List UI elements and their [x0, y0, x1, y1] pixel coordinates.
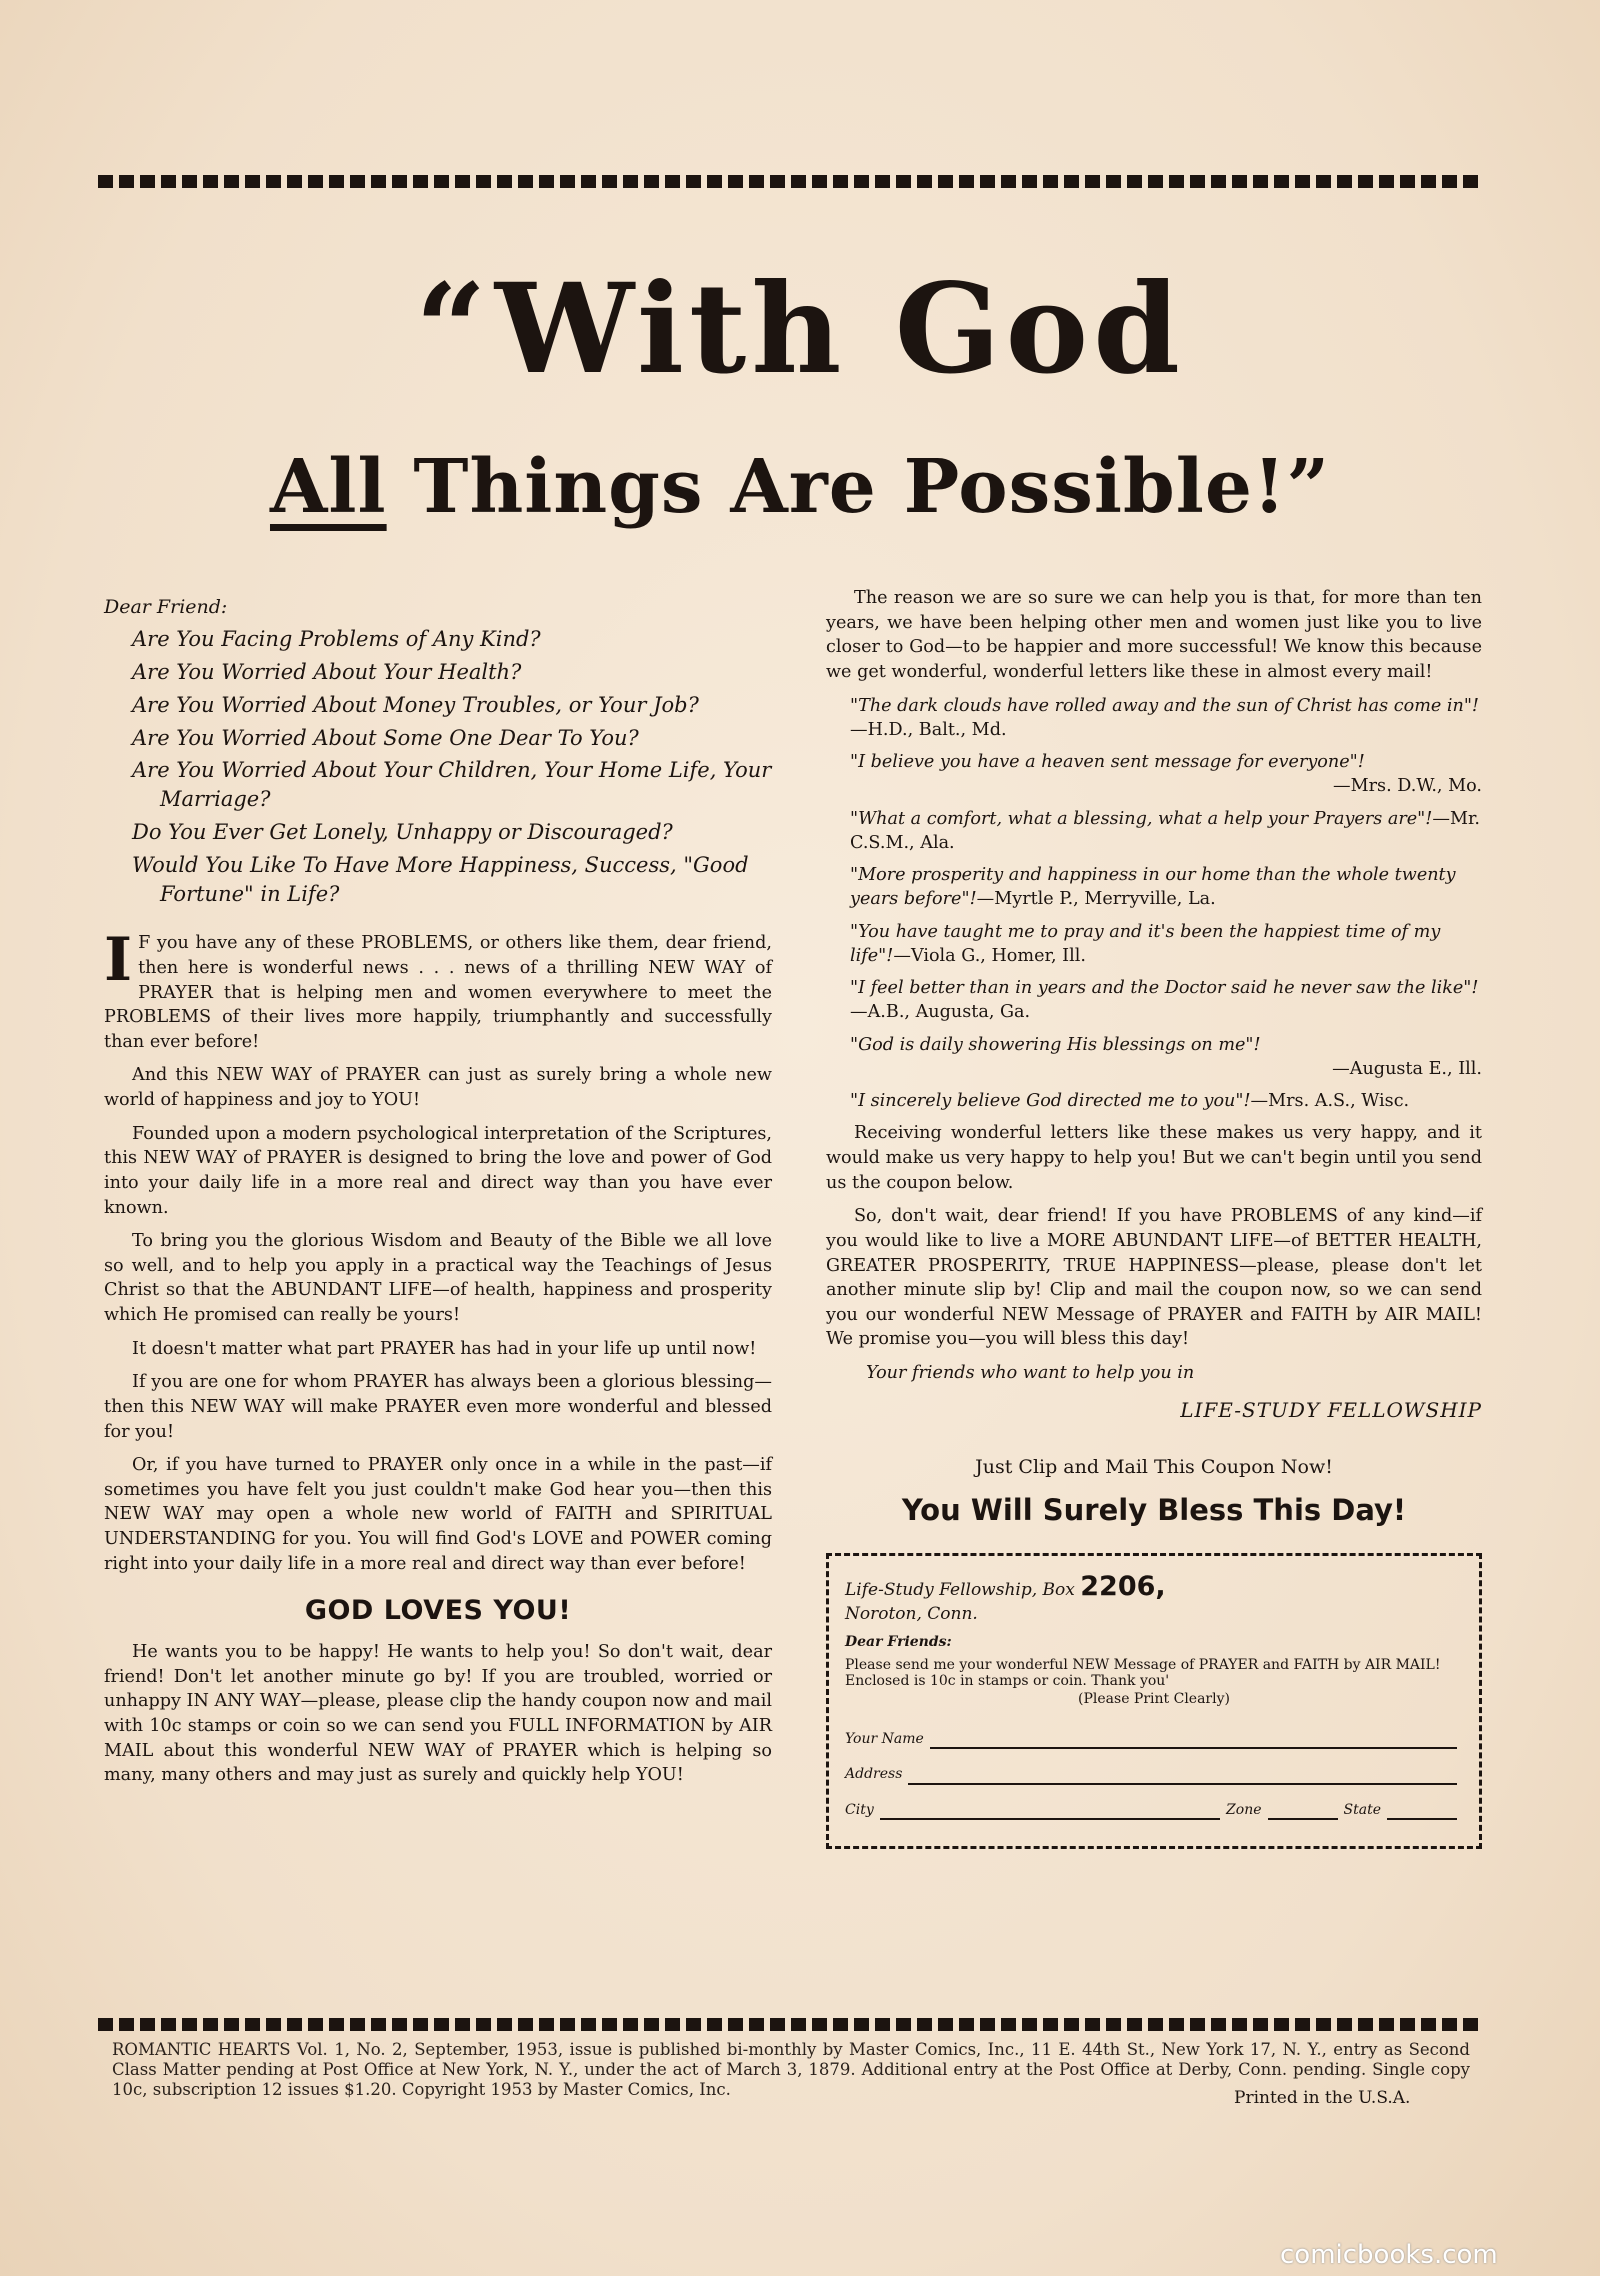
body-paragraph: Founded upon a modern psychological interpretation of the Scriptures, this NEW WAY of PRAYER is designed to bring the love and power of God into your daily life in a more real and direct way than you have ever known. — [104, 1123, 772, 1218]
testimonial: "I feel better than in years and the Doctor said he never saw the like"!—A.B., Augusta, Ga. — [850, 978, 1479, 1023]
question-item: Are You Facing Problems of Any Kind? — [132, 626, 541, 651]
body-paragraph: So, don't wait, dear friend! If you have PROBLEMS of any kind—if you would like to live a MORE ABUNDANT LIFE—of BETTER HEALTH, GREATER PROSPERITY, TRUE HAPPINESS—please, please don't let another minute slip by! Clip and mail the coupon now, so we can send you our wonderful NEW Message of PRAYER and FAITH by AIR MAIL! We promise you—you will bless this day! — [826, 1206, 1482, 1350]
body-paragraph: And this NEW WAY of PRAYER can just as surely bring a whole new world of happiness and joy to YOU! — [104, 1065, 772, 1111]
headline-line-1: “With God — [415, 257, 1185, 402]
question-item: Are You Worried About Money Troubles, or Your Job? — [132, 692, 699, 717]
clip-instruction: Just Clip and Mail This Coupon Now! — [975, 1455, 1333, 1478]
city-line[interactable] — [880, 1806, 1220, 1820]
coupon-request: Please send me your wonderful NEW Message of PRAYER and FAITH by AIR MAIL! Enclosed is 10c in stamps or coin. Thank you' — [845, 1656, 1441, 1690]
print-clearly-note: (Please Print Clearly) — [1078, 1691, 1230, 1708]
headline-line-2 — [0, 444, 1600, 530]
question-item: Are You Worried About Your Health? — [132, 659, 522, 684]
testimonial: "The dark clouds have rolled away and the sun of Christ has come in"!—H.D., Balt., Md. — [850, 695, 1480, 740]
testimonial: "I sincerely believe God directed me to you"!—Mrs. A.S., Wisc. — [850, 1091, 1410, 1112]
section-heading: GOD LOVES YOU! — [304, 1595, 572, 1627]
printed-in-usa: Printed in the U.S.A. — [1234, 2088, 1411, 2108]
publication-notice: ROMANTIC HEARTS Vol. 1, No. 2, September, 1953, issue is published bi-monthly by Master Comics, Inc., 11 E. 44th St., New York 17, N. Y., entry as Second Class Matter pending at Post Office at New York, N. Y., under the act of March 3, 1879. Additional entry at the Post Office at Derby, Conn. pending. Single copy 10c, subscription 12 issues $1.20. Copyright 1953 by Master Comics, Inc. — [112, 2040, 1470, 2099]
question-list — [104, 625, 772, 910]
signature: LIFE-STUDY FELLOWSHIP — [1180, 1397, 1482, 1422]
mail-coupon[interactable] — [826, 1553, 1482, 1850]
drop-cap: I — [104, 925, 133, 996]
state-line[interactable] — [1387, 1806, 1457, 1820]
intro-paragraph: I F you have any of these PROBLEMS, or others like them, dear friend, then here is wonderful news . . . news of a thrilling NEW WAY of PRAYER that is helping men and women everywhere to meet the PROBLEMS of their lives more happily, triumphantly and successfully than ever before! — [104, 925, 772, 1052]
testimonial: "You have taught me to pray and it's been the happiest time of my life"!—Viola G., Homer, Ill. — [850, 921, 1441, 966]
left-column — [104, 594, 772, 1797]
top-dashed-rule — [98, 175, 1482, 188]
question-item: Would You Like To Have More Happiness, Success, "Good Fortune" in Life? — [132, 853, 749, 907]
city-zone-state-field[interactable]: City Zone State — [845, 1801, 1463, 1821]
testimonial: "I believe you have a heaven sent message for everyone"! —Mrs. D.W., Mo. — [850, 752, 1482, 797]
address-field[interactable]: Address — [845, 1765, 1463, 1785]
question-item: Are You Worried About Your Children, Your Home Life, Your Marriage? — [132, 758, 772, 812]
testimonial: "God is daily showering His blessings on me"! —Augusta E., Ill. — [850, 1034, 1482, 1079]
zone-line[interactable] — [1268, 1806, 1338, 1820]
body-paragraph: To bring you the glorious Wisdom and Beauty of the Bible we all love so well, and to help you apply in a practical way the Teachings of Jesus Christ so that the ABUNDANT LIFE—of health, happiness and prosperity which He promised can really be yours! — [104, 1231, 772, 1326]
bottom-dashed-rule — [98, 2018, 1482, 2031]
signoff: Your friends who want to help you in — [866, 1363, 1195, 1384]
testimonial: "What a comfort, what a blessing, what a help your Prayers are"!—Mr. C.S.M., Ala. — [850, 808, 1481, 853]
testimonial: "More prosperity and happiness in our home than the whole twenty years before"!—Myrtle P., Merryville, La. — [850, 865, 1456, 910]
coupon-salutation: Dear Friends: — [845, 1633, 952, 1650]
right-column — [826, 586, 1482, 1849]
salutation: Dear Friend: — [104, 596, 228, 618]
body-paragraph: He wants you to be happy! He wants to help you! So don't wait, dear friend! Don't let another minute go by! If you are troubled, worried or unhappy IN ANY WAY—please, please clip the handy coupon now and mail with 10c stamps or coin so we can send you FULL INFORMATION by AIR MAIL about this wonderful NEW WAY of PRAYER which is helping so many, many others and may just as surely and quickly help YOU! — [104, 1642, 772, 1786]
name-line[interactable] — [930, 1735, 1457, 1749]
question-item: Are You Worried About Some One Dear To You? — [132, 725, 639, 750]
site-watermark: comicbooks.com — [1280, 2240, 1498, 2270]
body-paragraph: The reason we are so sure we can help you is that, for more than ten years, we have been helping other men and women just like you to live closer to God—to be happier and more successful! We know this because we get wonderful, wonderful letters like these in almost every mail! — [826, 588, 1482, 682]
headline-underlined-word: All — [269, 444, 387, 530]
bless-heading: You Will Surely Bless This Day! — [901, 1493, 1407, 1528]
question-item: Do You Ever Get Lonely, Unhappy or Discouraged? — [132, 820, 673, 845]
address-line[interactable] — [908, 1771, 1457, 1785]
body-paragraph: It doesn't matter what part PRAYER has had in your life up until now! — [132, 1338, 757, 1359]
headline-rest: Things Are Possible!” — [386, 444, 1331, 530]
name-field[interactable]: Your Name — [845, 1730, 1463, 1750]
body-paragraph: Or, if you have turned to PRAYER only once in a while in the past—if sometimes you have felt you just couldn't make God hear you—then this NEW WAY may open a whole new world of FAITH and SPIRITUAL UNDERSTANDING for you. You will find God's LOVE and POWER coming right into your daily life in a more real and direct way than ever before! — [104, 1455, 772, 1574]
body-paragraph: If you are one for whom PRAYER has always been a glorious blessing—then this NEW WAY will make PRAYER even more wonderful and blessed for you! — [104, 1372, 772, 1442]
coupon-address: Life-Study Fellowship, Box 2206, Noroton, Conn. — [845, 1570, 1166, 1624]
box-number: 2206, — [1080, 1570, 1166, 1602]
body-paragraph: Receiving wonderful letters like these makes us very happy, and it would make us very happy to help you! But we can't begin until you send us the coupon below. — [826, 1123, 1482, 1193]
